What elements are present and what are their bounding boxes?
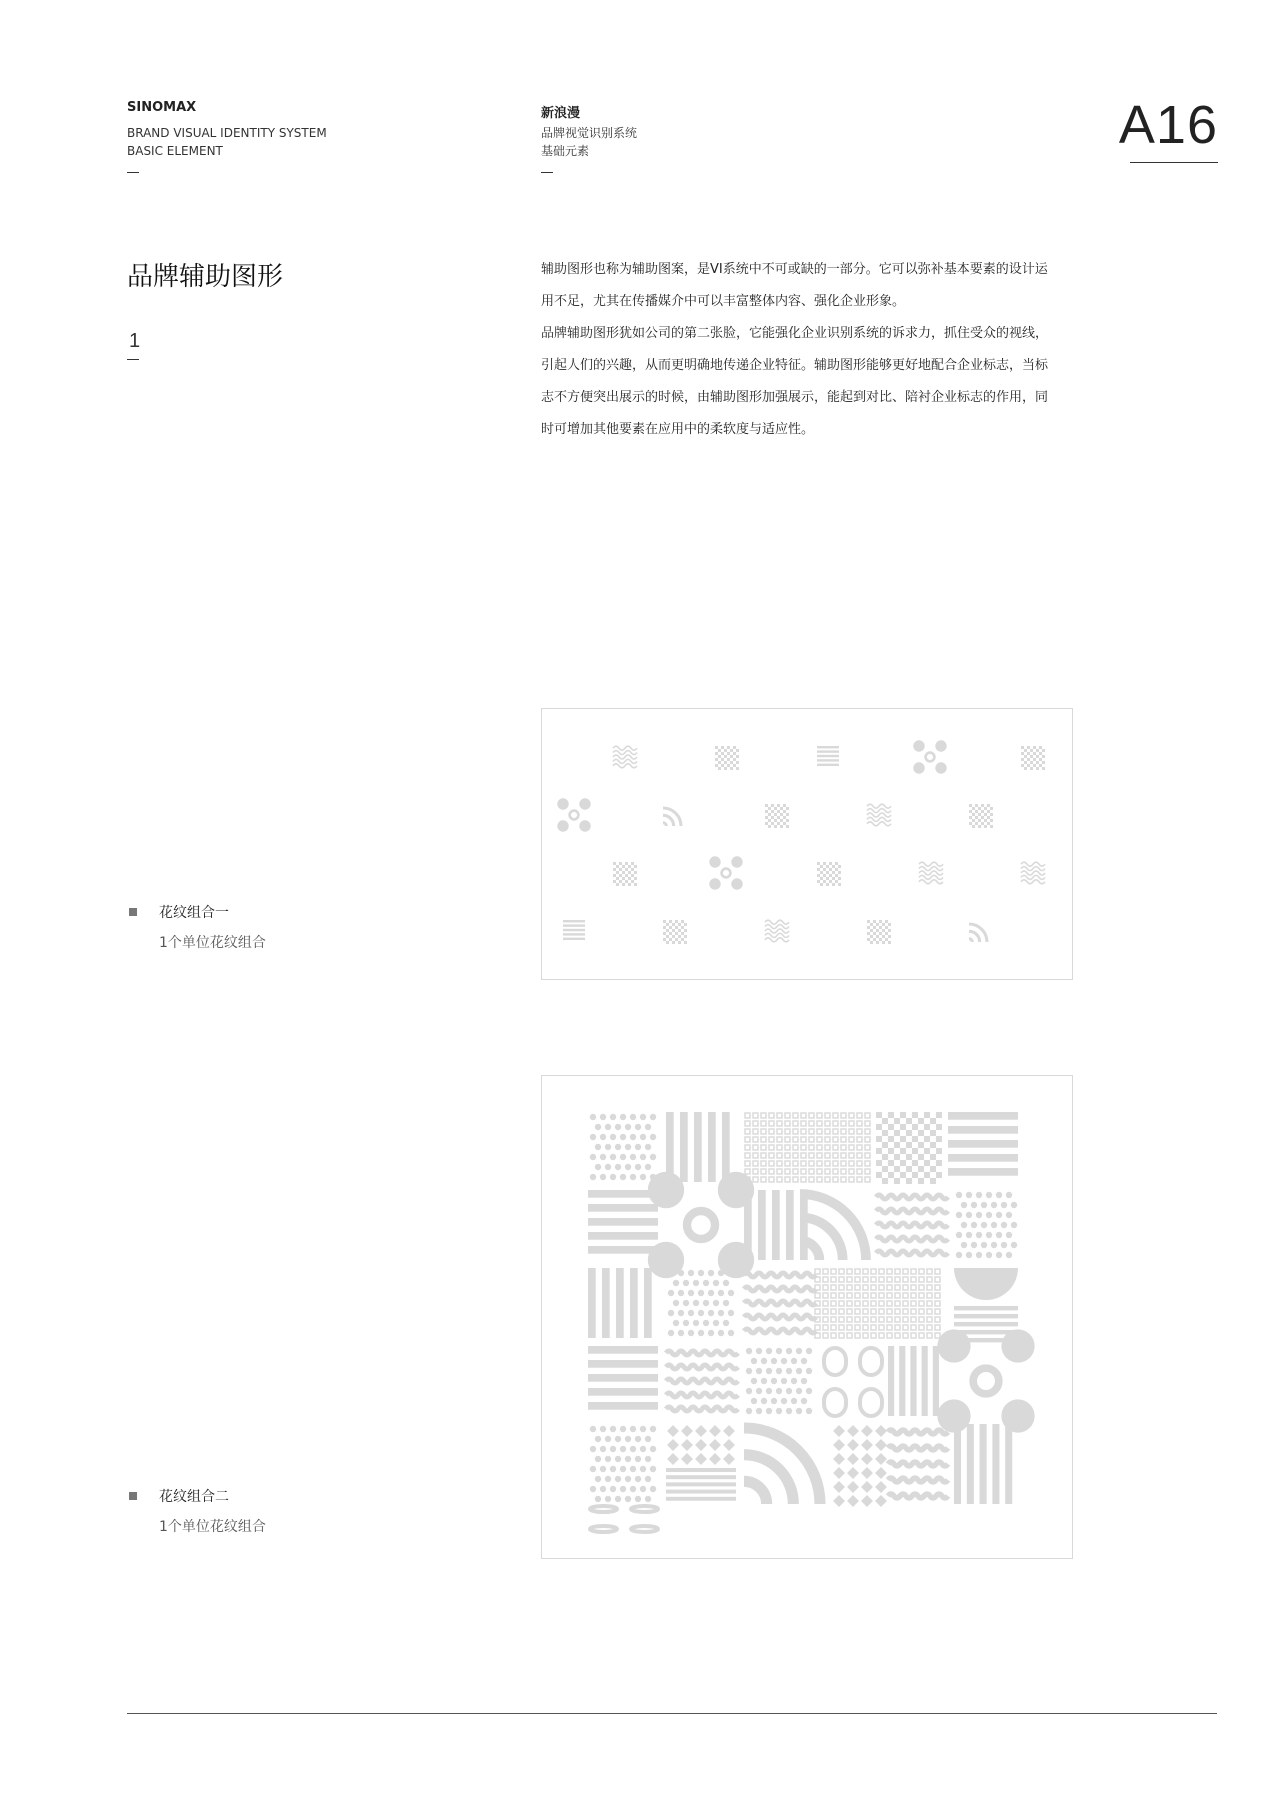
- pattern-icon: [1021, 746, 1045, 770]
- pattern-icon: [663, 920, 687, 944]
- pattern-tile: [937, 1329, 1034, 1432]
- pattern-icon: [765, 920, 789, 942]
- pattern-tile: [800, 1194, 866, 1260]
- pattern-tile: [948, 1112, 1018, 1176]
- pattern-1-panel: [541, 708, 1073, 980]
- pattern-tile: [590, 1114, 656, 1180]
- pattern-tile: [590, 1426, 656, 1502]
- pattern-1-title: 花纹组合一: [159, 905, 229, 921]
- pattern-tile: [590, 1506, 658, 1532]
- pattern-icon: [969, 804, 993, 828]
- pattern-tile: [588, 1190, 658, 1254]
- pattern-icon: [709, 856, 742, 889]
- pattern-icon: [557, 798, 590, 831]
- pattern-icon: [563, 920, 585, 940]
- pattern-tile: [588, 1268, 652, 1338]
- description-line: 辅助图形也称为辅助图案，是VI系统中不可或缺的一部分。它可以弥补基本要素的设计运: [541, 262, 1048, 277]
- pattern-tile: [815, 1269, 940, 1338]
- header-element-cn: 基础元素: [541, 144, 590, 158]
- header-left-dash: [127, 172, 139, 173]
- header-brand-cn: 新浪漫: [541, 106, 581, 121]
- pattern-tile: [667, 1425, 735, 1465]
- pattern-2-bullet: [129, 1492, 137, 1500]
- header-middle-dash: [541, 172, 553, 173]
- header-element-en: BASIC ELEMENT: [127, 144, 223, 158]
- section-title: 品牌辅助图形: [127, 262, 284, 292]
- pattern-2-mosaic: [542, 1076, 1072, 1558]
- pattern-tile: [888, 1430, 948, 1498]
- pattern-1-grid: [542, 709, 1072, 979]
- header-system-en: BRAND VISUAL IDENTITY SYSTEM: [127, 126, 327, 140]
- pattern-tile: [824, 1348, 882, 1416]
- pattern-tile: [744, 1428, 820, 1504]
- pattern-tile: [666, 1112, 730, 1182]
- pattern-tile: [954, 1424, 1012, 1504]
- pattern-2-panel: [541, 1075, 1073, 1559]
- page-code-underline: [1130, 162, 1218, 163]
- pattern-icon: [969, 924, 987, 942]
- pattern-tile: [744, 1190, 808, 1260]
- pattern-tile: [876, 1112, 942, 1184]
- pattern-1-subtitle: 1个单位花纹组合: [159, 935, 266, 951]
- pattern-tile: [648, 1172, 754, 1278]
- pattern-tile: [668, 1270, 734, 1336]
- description: [541, 254, 1086, 446]
- pattern-tile: [888, 1346, 939, 1416]
- section-number-underline: [127, 359, 139, 360]
- header-system-cn: 品牌视觉识别系统: [541, 126, 638, 140]
- pattern-icon: [913, 740, 946, 773]
- description-line: 品牌辅助图形犹如公司的第二张脸，它能强化企业识别系统的诉求力，抓住受众的视线，: [541, 326, 1049, 341]
- description-line: 时可增加其他要素在应用中的柔软度与适应性。: [541, 422, 815, 437]
- pattern-icon: [867, 804, 891, 826]
- footer-rule: [127, 1713, 1217, 1714]
- pattern-tile: [745, 1113, 870, 1182]
- header-brand-en: SINOMAX: [127, 100, 197, 115]
- pattern-icon: [715, 746, 739, 770]
- pattern-icon: [613, 862, 637, 886]
- pattern-icon: [1021, 862, 1045, 884]
- pattern-icon: [867, 920, 891, 944]
- pattern-icon: [817, 746, 839, 766]
- pattern-icon: [919, 862, 943, 884]
- pattern-tile: [876, 1195, 948, 1255]
- pattern-tile: [954, 1268, 1018, 1312]
- description-line: 引起人们的兴趣，从而更明确地传递企业特征。辅助图形能够更好地配合企业标志，当标: [541, 358, 1049, 373]
- pattern-icon: [613, 746, 637, 768]
- pattern-icon: [765, 804, 789, 828]
- pattern-1-bullet: [129, 908, 137, 916]
- pattern-tile: [666, 1468, 736, 1501]
- pattern-tile: [588, 1346, 658, 1410]
- pattern-tile: [666, 1351, 738, 1411]
- pattern-tile: [956, 1192, 1017, 1258]
- pattern-icon: [817, 862, 841, 886]
- pattern-icon: [663, 808, 681, 826]
- pattern-tile: [833, 1425, 887, 1507]
- pattern-tile: [746, 1348, 812, 1414]
- pattern-tile: [744, 1273, 816, 1333]
- description-line: 志不方便突出展示的时候，由辅助图形加强展示，能起到对比、陪衬企业标志的作用，同: [541, 390, 1049, 405]
- section-number: 1: [129, 330, 141, 352]
- page-code: A16: [1118, 95, 1218, 155]
- pattern-2-title: 花纹组合二: [159, 1489, 229, 1505]
- pattern-2-subtitle: 1个单位花纹组合: [159, 1519, 266, 1535]
- description-line: 用不足，尤其在传播媒介中可以丰富整体内容、强化企业形象。: [541, 294, 906, 309]
